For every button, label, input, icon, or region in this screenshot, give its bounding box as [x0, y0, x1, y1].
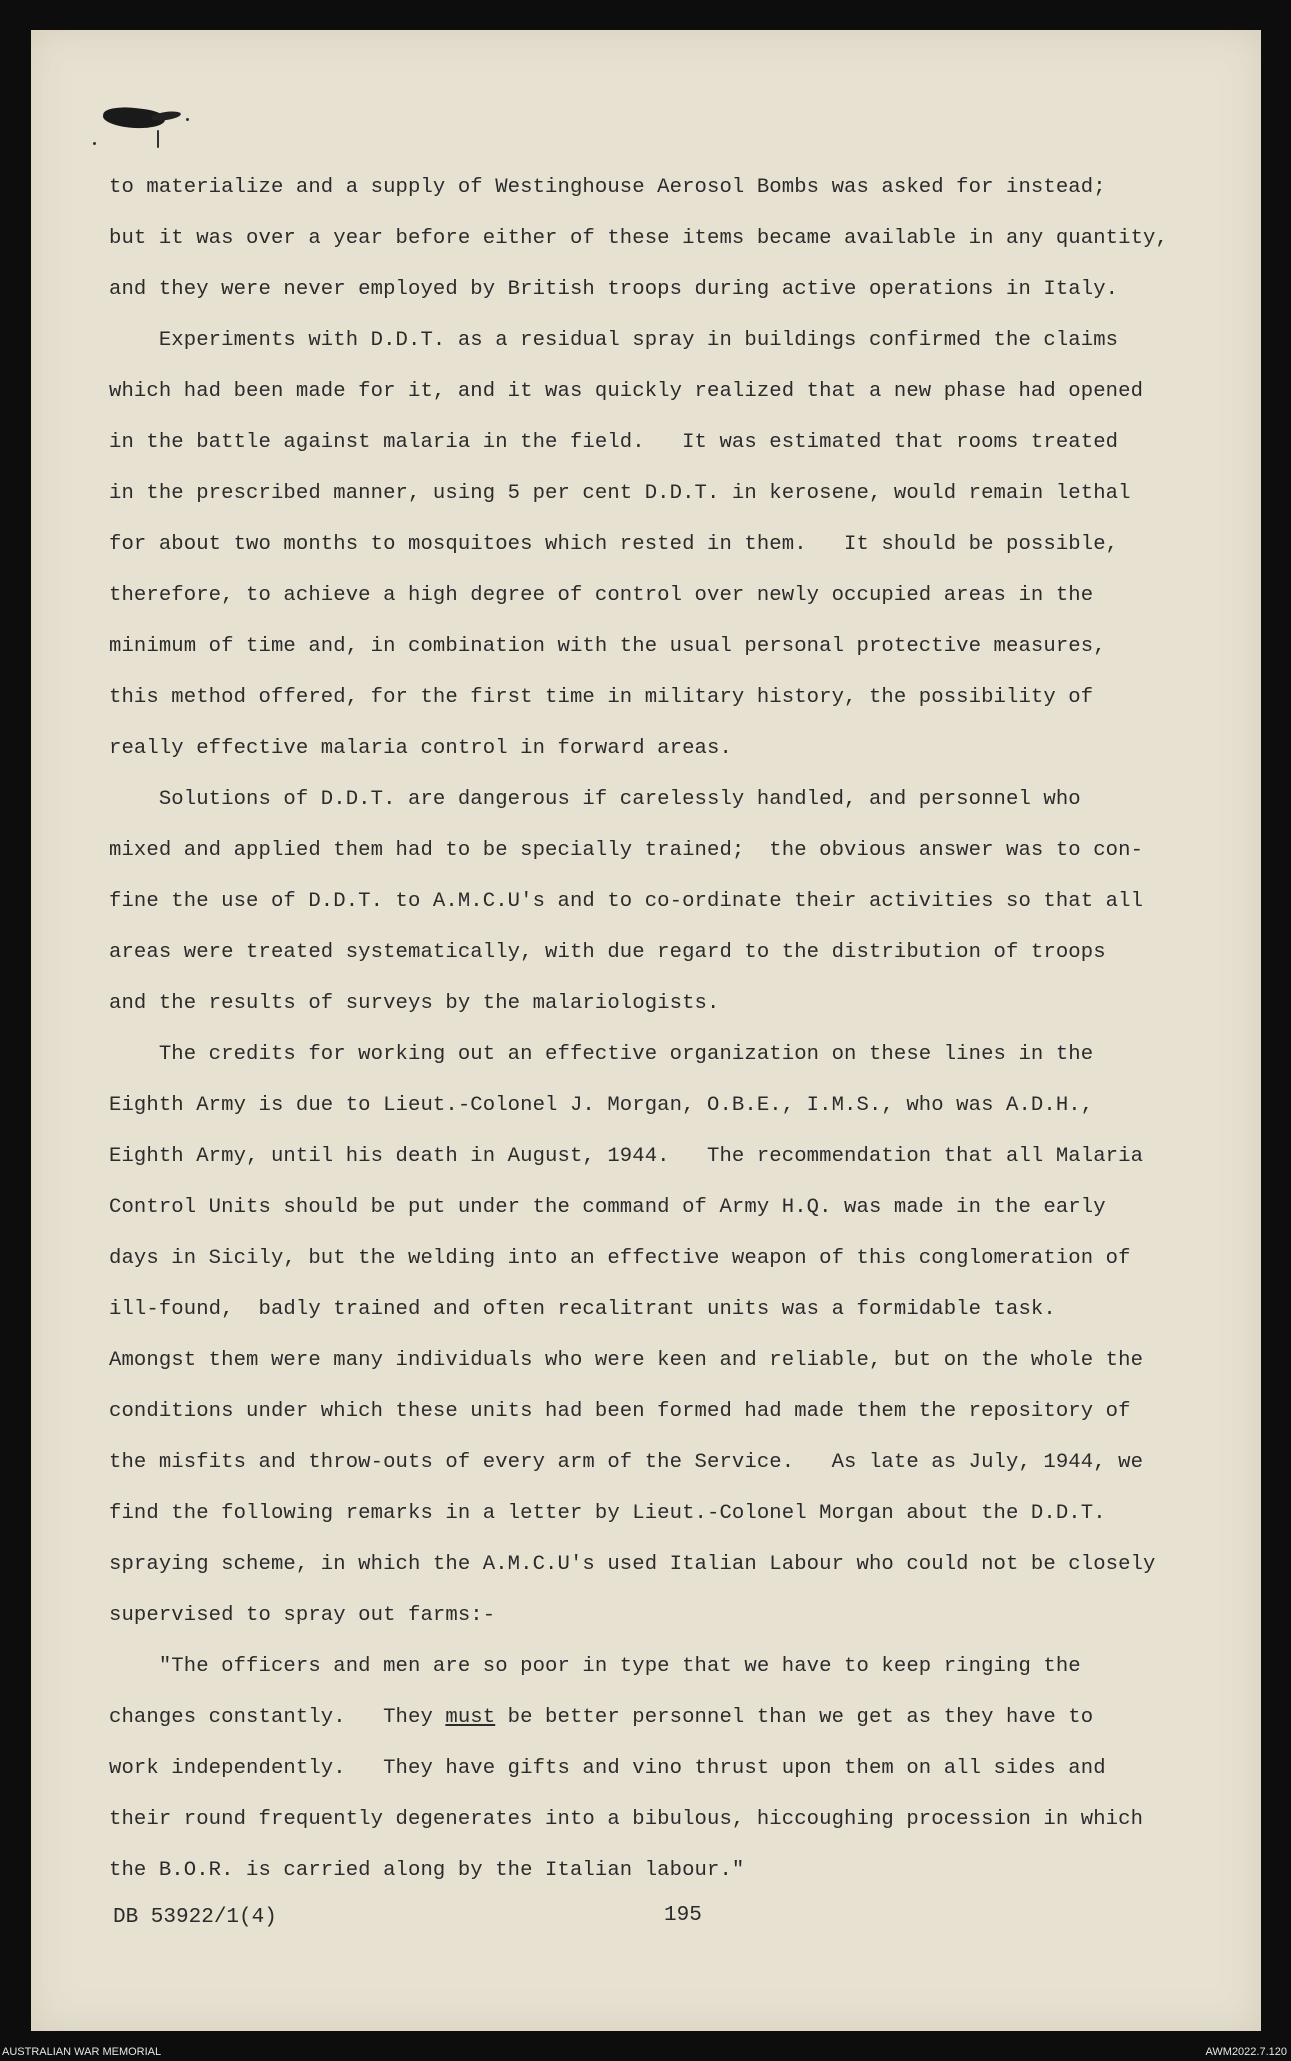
text-line: The credits for working out an effective organization on these lines in the [109, 1043, 1094, 1066]
body-text [109, 162, 1209, 1896]
text-line: which had been made for it, and it was quickly realized that a new phase had opened [109, 380, 1144, 403]
text-line: ill-found, badly trained and often recalitrant units was a formidable task. [109, 1298, 1056, 1321]
text-line: spraying scheme, in which the A.M.C.U's used Italian Labour who could not be closely [109, 1553, 1156, 1576]
ink-mark [157, 130, 159, 148]
text-line: really effective malaria control in forward areas. [109, 737, 732, 760]
text-line: days in Sicily, but the welding into an effective weapon of this conglomeration of [109, 1247, 1131, 1270]
text-line: minimum of time and, in combination with the usual personal protective measures, [109, 635, 1106, 658]
text-line: this method offered, for the first time in military history, the possibility of [109, 686, 1094, 709]
ink-dot [186, 118, 189, 121]
text-segment: changes constantly. They [109, 1706, 446, 1729]
text-line: Solutions of D.D.T. are dangerous if carelessly handled, and personnel who [109, 788, 1081, 811]
text-line-with-underline [109, 1692, 1209, 1743]
underlined-word: must [445, 1706, 496, 1729]
text-line: "The officers and men are so poor in type that we have to keep ringing the [109, 1655, 1081, 1678]
text-line: mixed and applied them had to be specially trained; the obvious answer was to con- [109, 839, 1144, 862]
text-line: and they were never employed by British troops during active operations in Italy. [109, 278, 1119, 301]
text-segment: be better personnel than we get as they have to [495, 1706, 1094, 1729]
document-reference: DB 53922/1(4) [113, 1906, 277, 1929]
text-line: Eighth Army, until his death in August, 1944. The recommendation that all Malaria [109, 1145, 1144, 1168]
text-line: for about two months to mosquitoes which rested in them. It should be possible, [109, 533, 1119, 556]
text-line: fine the use of D.D.T. to A.M.C.U's and to co-ordinate their activities so that all [109, 890, 1144, 913]
text-line: Eighth Army is due to Lieut.-Colonel J. Morgan, O.B.E., I.M.S., who was A.D.H., [109, 1094, 1094, 1117]
text-line: find the following remarks in a letter by Lieut.-Colonel Morgan about the D.D.T. [109, 1502, 1106, 1525]
text-line: Experiments with D.D.T. as a residual spray in buildings confirmed the claims [109, 329, 1119, 352]
text-line: but it was over a year before either of these items became available in any quantity, [109, 227, 1168, 250]
text-line: Control Units should be put under the command of Army H.Q. was made in the early [109, 1196, 1106, 1219]
ink-dot [93, 142, 96, 145]
text-line: to materialize and a supply of Westinghouse Aerosol Bombs was asked for instead; [109, 176, 1106, 199]
text-line: areas were treated systematically, with due regard to the distribution of troops [109, 941, 1106, 964]
text-line: conditions under which these units had been formed had made them the repository of [109, 1400, 1131, 1423]
archive-id: AWM2022.7.120 [1205, 2046, 1287, 2058]
archive-caption: AUSTRALIAN WAR MEMORIAL [2, 2046, 162, 2058]
text-line: their round frequently degenerates into a bibulous, hiccoughing procession in which [109, 1808, 1144, 1831]
text-line: work independently. They have gifts and vino thrust upon them on all sides and [109, 1757, 1106, 1780]
text-line: supervised to spray out farms:- [109, 1604, 496, 1627]
text-line: Amongst them were many individuals who were keen and reliable, but on the whole the [109, 1349, 1144, 1372]
text-line: in the battle against malaria in the field. It was estimated that rooms treated [109, 431, 1119, 454]
text-line: the B.O.R. is carried along by the Italian labour." [109, 1859, 745, 1882]
text-line: in the prescribed manner, using 5 per cent D.D.T. in kerosene, would remain lethal [109, 482, 1131, 505]
text-line: the misfits and throw-outs of every arm of the Service. As late as July, 1944, we [109, 1451, 1144, 1474]
text-line: and the results of surveys by the malariologists. [109, 992, 720, 1015]
page-number: 195 [664, 1904, 702, 1927]
text-line: therefore, to achieve a high degree of control over newly occupied areas in the [109, 584, 1094, 607]
